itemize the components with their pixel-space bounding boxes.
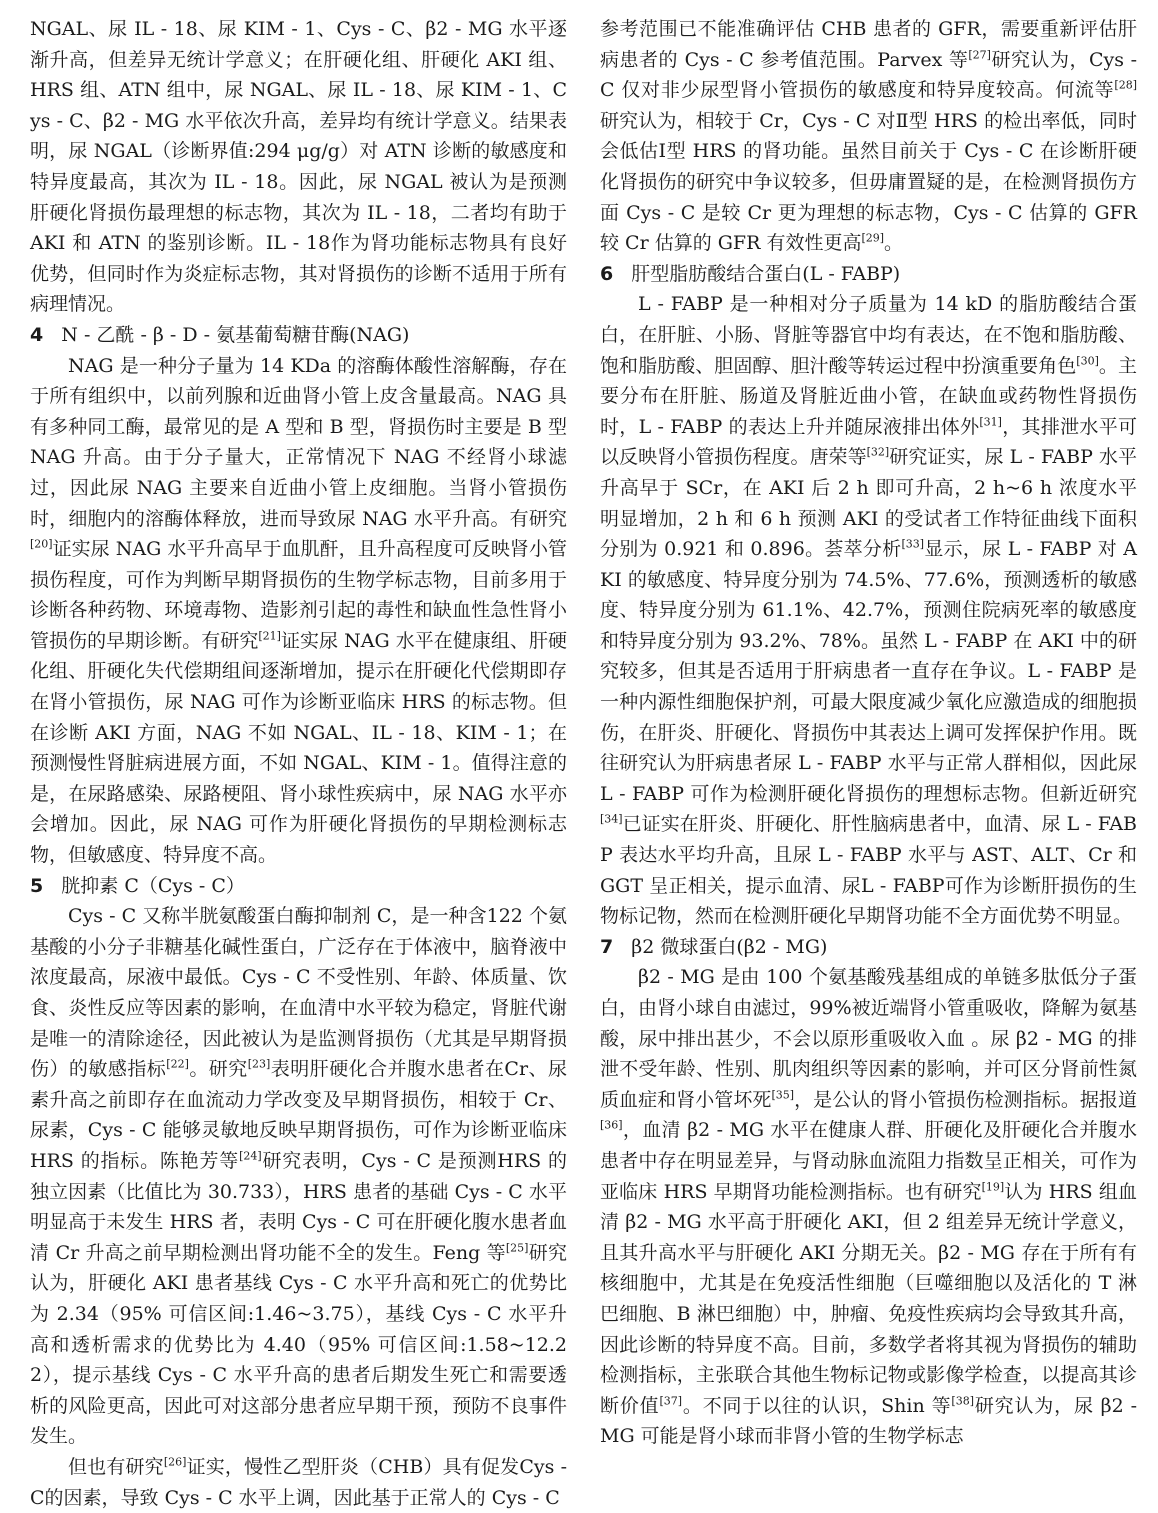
- citation-ref: [36]: [600, 1119, 623, 1133]
- body-paragraph: NAG 是一种分子量为 14 KDa 的溶酶体酸性溶解酶，存在于所有组织中，以前列腺和近曲肾小管上皮含量最高。NAG 具有多种同工酶，最常见的是 A 型和 B 型，肾损伤时主要是 B 型 NAG 升高。由于分子量大，正常情况下 NAG 不经肾小球滤过，因此尿 NAG 主要来自近曲小管上皮细胞。当肾小管损伤时，细胞内的溶酶体释放，进而导致尿 NAG 水平升高。有研究[20]证实尿 NAG 水平升高早于血肌酐，且升高程度可反映肾小管损伤程度，可作为判断早期肾损伤的生物学标志物，目前多用于诊断各种药物、环境毒物、造影剂引起的毒性和缺血性急性肾小管损伤的早期诊断。有研究[21]证实尿 NAG 水平在健康组、肝硬化组、肝硬化失代偿期组间逐渐增加，提示在肝硬化代偿期即存在肾小管损伤，尿 NAG 可作为诊断亚临床 HRS 的标志物。但在诊断 AKI 方面，NAG 不如 NGAL、IL - 18、KIM - 1；在预测慢性肾脏病进展方面，不如 NGAL、KIM - 1。值得注意的是，在尿路感染、尿路梗阻、肾小球性疾病中，尿 NAG 水平亦会增加。因此，尿 NAG 可作为肝硬化肾损伤的早期检测标志物，但敏感度、特异度不高。: [30, 354, 567, 867]
- body-paragraph: Cys - C 又称半胱氨酸蛋白酶抑制剂 C，是一种含122 个氨基酸的小分子非糖基化碱性蛋白，广泛存在于体液中，脑脊液中浓度最高，尿液中最低。Cys - C 不受性别、年龄、体质量、饮食、炎性反应等因素的影响，在血清中水平较为稳定，肾脏代谢是唯一的清除途径，因此被认为是监测肾损伤（尤其是早期肾损伤）的敏感指标[22]。研究[23]表明肝硬化合并腹水患者在Cr、尿素升高之前即存在血流动力学改变及早期肾损伤，相较于 Cr、尿素，Cys - C 能够灵敏地反映早期肾损伤，可作为诊断亚临床 HRS 的指标。陈艳芳等[24]研究表明，Cys - C 是预测HRS 的独立因素（比值比为 30.733），HRS 患者的基础 Cys - C 水平明显高于未发生 HRS 者，表明 Cys - C 可在肝硬化腹水患者血清 Cr 升高之前早期检测出肾功能不全的发生。Feng 等[25]研究认为，肝硬化 AKI 患者基线 Cys - C 水平升高和死亡的优势比为 2.34（95% 可信区间:1.46~3.75），基线 Cys - C 水平升高和透析需求的优势比为 4.40（95% 可信区间:1.58~12.22），提示基线 Cys - C 水平升高的患者后期发生死亡和需要透析的风险更高，因此可对这部分患者应早期干预，预防不良事件发生。: [30, 905, 568, 1448]
- left-column: [30, 14, 568, 1509]
- citation-ref: [26]: [163, 1455, 187, 1469]
- citation-ref: [19]: [981, 1180, 1005, 1194]
- citation-ref: [23]: [247, 1057, 271, 1071]
- citation-ref: [31]: [979, 415, 1002, 429]
- section-heading-4: [30, 320, 567, 351]
- citation-ref: [27]: [968, 48, 991, 62]
- section-title: 胱抑素 C（Cys - C）: [61, 874, 245, 897]
- continuation-paragraph: 参考范围已不能准确评估 CHB 患者的 GFR，需要重新评估肝病患者的 Cys - C 参考值范围。Parvex 等[27]研究认为，Cys - C 仅对非少尿型肾小管损伤的敏感度和特异度较高。何流等[28]研究认为，相较于 Cr，Cys - C 对Ⅱ型 HRS 的检出率低，同时会低估Ⅰ型 HRS 的肾功能。虽然目前关于 Cys - C 在诊断肝硬化肾损伤的研究中争议较多，但毋庸置疑的是，在检测肾损伤方面 Cys - C 是较 Cr 更为理想的标志物，Cys - C 估算的 GFR 较 Cr 估算的 GFR 有效性更高[29]。: [600, 18, 1137, 255]
- citation-ref: [20]: [30, 537, 53, 551]
- section-title: β2 微球蛋白(β2 - MG): [631, 935, 828, 958]
- continuation-paragraph: NGAL、尿 IL - 18、尿 KIM - 1、Cys - C、β2 - MG 水平逐渐升高，但差异无统计学意义；在肝硬化组、肝硬化 AKI 组、HRS 组、ATN 组中，尿 NGAL、尿 IL - 18、尿 KIM - 1、Cys - C、β2 - MG 水平依次升高，差异均有统计学意义。结果表明，尿 NGAL（诊断界值:294 μg/g）对 ATN 诊断的敏感度和特异度最高，其次为 IL - 18。因此，尿 NGAL 被认为是预测肝硬化肾损伤最理想的标志物，其次为 IL - 18，二者均有助于 AKI 和 ATN 的鉴别诊断。IL - 18作为肾功能标志物具有良好优势，但同时作为炎症标志物，其对肾损伤的诊断不适用于所有病理情况。: [30, 18, 567, 316]
- section-title: N - 乙酰 - β - D - 氨基葡萄糖苷酶(NAG): [61, 323, 410, 346]
- citation-ref: [24]: [239, 1149, 262, 1163]
- citation-ref: [33]: [901, 537, 925, 551]
- section-number: 5: [30, 874, 44, 897]
- citation-ref: [30]: [1076, 354, 1099, 368]
- citation-ref: [35]: [771, 1088, 795, 1102]
- body-paragraph: L - FABP 是一种相对分子质量为 14 kD 的脂肪酸结合蛋白，在肝脏、小肠、肾脏等器官中均有表达，在不饱和脂肪酸、饱和脂肪酸、胆固醇、胆汁酸等转运过程中扮演重要角色[30]。主要分布在肝脏、肠道及肾脏近曲小管，在缺血或药物性肾损伤时，L - FABP 的表达上升并随尿液排出体外[31]，其排泄水平可以反映肾小管损伤程度。唐荣等[32]研究证实，尿 L - FABP 水平升高早于 SCr，在 AKI 后 2 h 即可升高，2 h~6 h 浓度水平明显增加，2 h 和 6 h 预测 AKI 的受试者工作特征曲线下面积分别为 0.921 和 0.896。荟萃分析[33]显示，尿 L - FABP 对 AKI 的敏感度、特异度分别为 74.5%、77.6%，预测透析的敏感度、特异度分别为 61.1%、42.7%，预测住院病死率的敏感度和特异度分别为 93.2%、78%。虽然 L - FABP 在 AKI 中的研究较多，但其是否适用于肝病患者一直存在争议。L - FABP 是一种内源性细胞保护剂，可最大限度减少氧化应激造成的细胞损伤，在肝炎、肝硬化、肾损伤中其表达上调可发挥保护作用。既往研究认为肝病患者尿 L - FABP 水平与正常人群相似，因此尿 L - FABP 可作为检测肝硬化肾损伤的理想标志物。但新近研究[34]已证实在肝炎、肝硬化、肝性脑病患者中，血清、尿 L - FABP 表达水平均升高，且尿 L - FABP 水平与 AST、ALT、Cr 和 GGT 呈正相关，提示血清、尿L - FABP可作为诊断肝损伤的生物标记物，然而在检测肝硬化早期肾功能不全方面优势不明显。: [600, 293, 1137, 928]
- section-number: 7: [600, 935, 614, 958]
- section-title: 肝型脂肪酸结合蛋白(L - FABP): [631, 262, 901, 285]
- citation-ref: [34]: [600, 813, 623, 827]
- citation-ref: [37]: [659, 1394, 683, 1408]
- body-paragraph: β2 - MG 是由 100 个氨基酸残基组成的单链多肽低分子蛋白，由肾小球自由滤过，99%被近端肾小管重吸收，降解为氨基酸，尿中排出甚少，不会以原形重吸收入血 。尿 β2 - MG 的排泄不受年龄、性别、肌肉组织等因素的影响，并可区分肾前性氮质血症和肾小管坏死[35]，是公认的肾小管损伤检测指标。据报道[36]，血清 β2 - MG 水平在健康人群、肝硬化及肝硬化合并腹水患者中存在明显差异，与肾动脉血流阻力指数呈正相关，可作为亚临床 HRS 早期肾功能检测指标。也有研究[19]认为 HRS 组血清 β2 - MG 水平高于肝硬化 AKI，但 2 组差异无统计学意义，且其升高水平与肝硬化 AKI 分期无关。β2 - MG 存在于所有有核细胞中，尤其是在免疫活性细胞（巨噬细胞以及活化的 T 淋巴细胞、B 淋巴细胞）中，肿瘤、免疫性疾病均会导致其升高，因此诊断的特异度不高。目前，多数学者将其视为肾损伤的辅助检测指标，主张联合其他生物标记物或影像学检查，以提高其诊断价值[37]。不同于以往的认识，Shin 等[38]研究认为，尿 β2 - MG 可能是肾小球而非肾小管的生物学标志: [600, 966, 1137, 1448]
- citation-ref: [25]: [505, 1241, 529, 1255]
- citation-ref: [29]: [861, 231, 885, 245]
- citation-ref: [28]: [1114, 78, 1137, 92]
- section-number: 4: [30, 323, 44, 346]
- section-heading-6: [600, 259, 1137, 290]
- body-paragraph: 但也有研究[26]证实，慢性乙型肝炎（CHB）具有促发Cys - C的因素，导致 Cys - C 水平上调，因此基于正常人的 Cys - C: [30, 1455, 567, 1509]
- citation-ref: [22]: [166, 1057, 189, 1071]
- citation-ref: [38]: [951, 1394, 974, 1408]
- citation-ref: [21]: [258, 629, 281, 643]
- right-column: [600, 14, 1137, 1456]
- section-heading-5: [30, 871, 567, 902]
- citation-ref: [32]: [866, 445, 890, 459]
- section-number: 6: [600, 262, 614, 285]
- section-heading-7: [600, 932, 1137, 963]
